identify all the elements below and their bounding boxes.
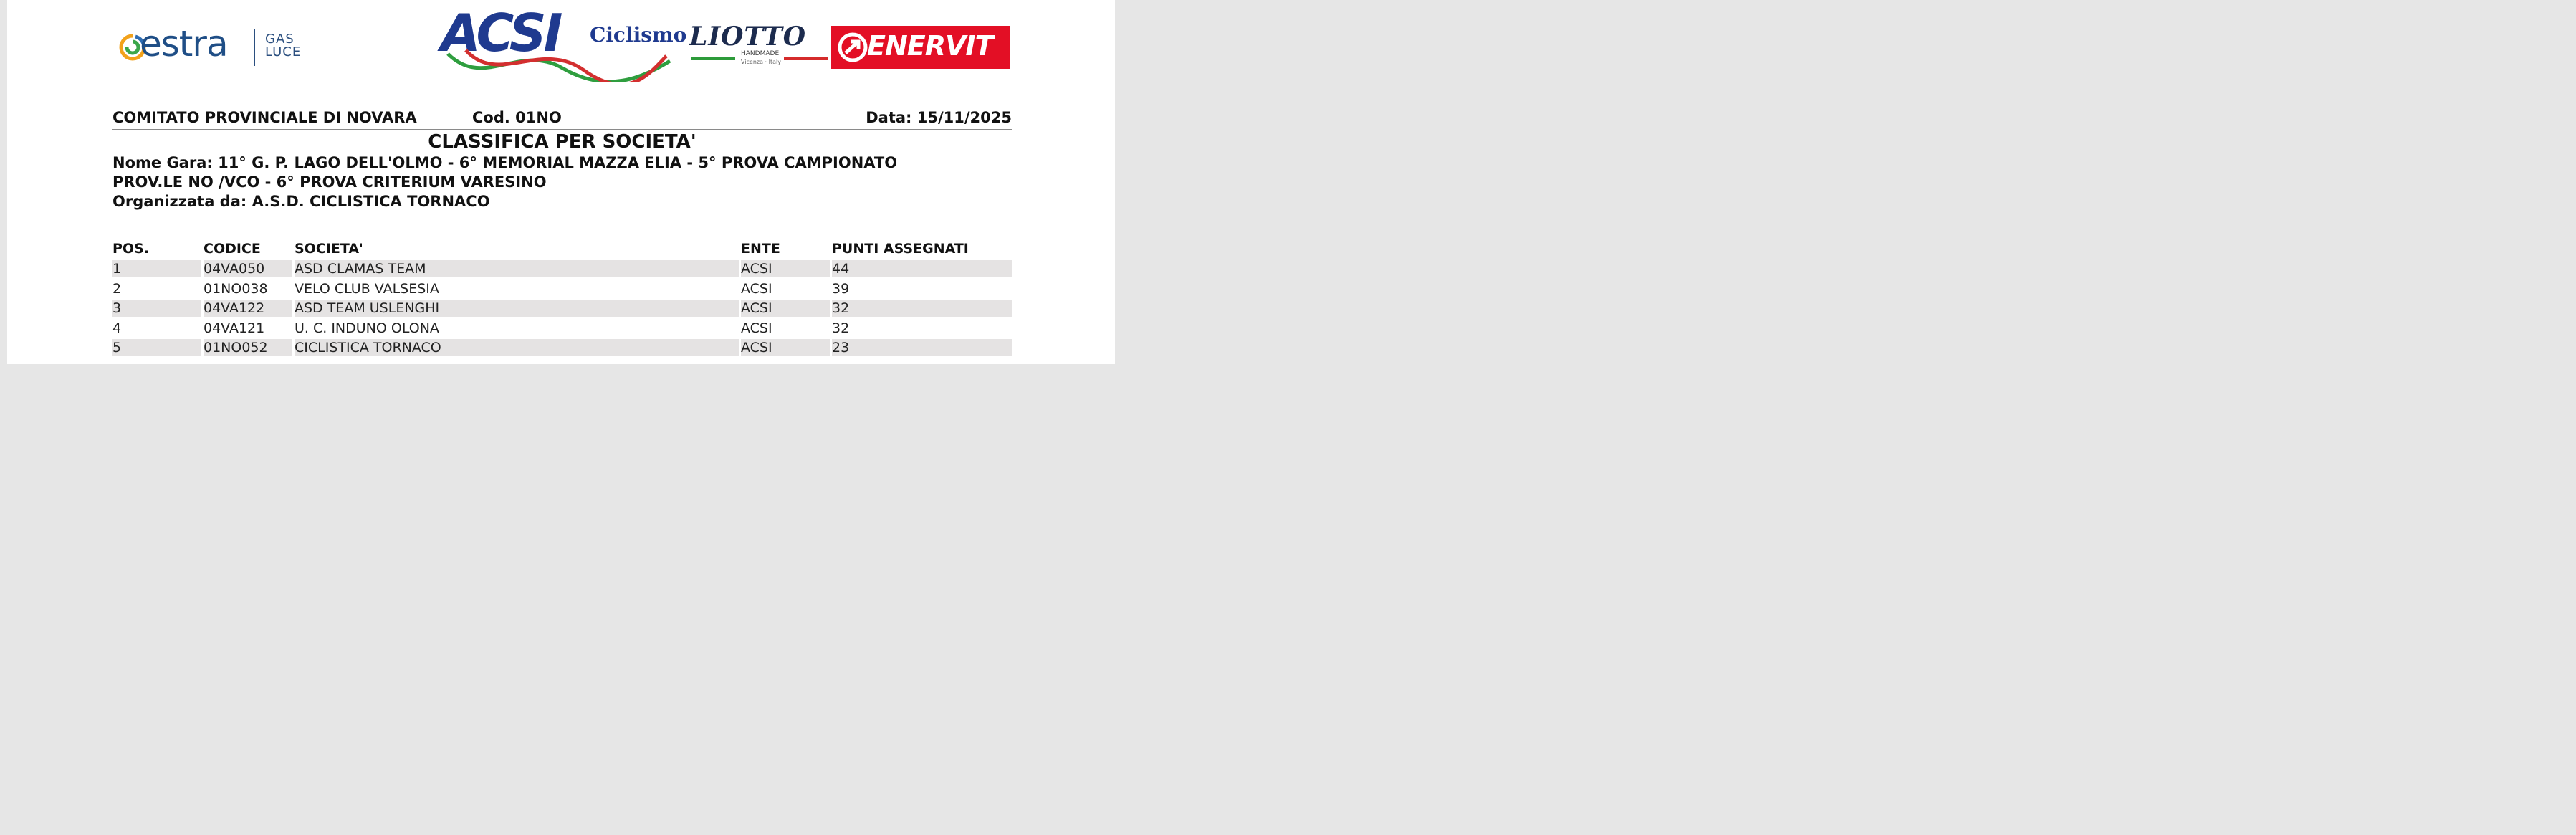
estra-luce-label: LUCE	[265, 44, 302, 59]
cell-societa: U. C. INDUNO OLONA	[295, 320, 439, 336]
column-header-codice: CODICE	[204, 241, 261, 257]
acsi-ciclismo-label: Ciclismo	[590, 23, 687, 47]
committee-code: Cod. 01NO	[472, 109, 562, 126]
table-row	[112, 338, 1012, 358]
document-date: Data: 15/11/2025	[866, 109, 1012, 126]
cell-pos: 4	[112, 320, 122, 336]
acsi-wordmark: ACSI	[441, 3, 560, 63]
cell-societa: ASD TEAM USLENGHI	[295, 300, 739, 317]
race-name-line-1: Nome Gara: 11° G. P. LAGO DELL'OLMO - 6° MEMORIAL MAZZA ELIA - 5° PROVA CAMPIONATO	[112, 154, 898, 171]
organizer-line: Organizzata da: A.S.D. CICLISTICA TORNACO	[112, 193, 490, 210]
page-title: CLASSIFICA PER SOCIETA'	[428, 131, 696, 153]
liotto-red-line	[784, 57, 828, 60]
cell-pos: 2	[112, 280, 122, 297]
cell-societa: CICLISTICA TORNACO	[295, 339, 739, 356]
estra-wordmark: estra	[140, 23, 228, 65]
cell-codice: 04VA122	[204, 300, 292, 317]
cell-ente: ACSI	[741, 260, 830, 277]
committee-name: COMITATO PROVINCIALE DI NOVARA	[112, 109, 417, 126]
document-page	[7, 0, 1115, 364]
ranking-table	[112, 241, 1012, 358]
table-row	[112, 259, 1012, 280]
estra-gas-luce	[265, 33, 301, 59]
cell-ente: ACSI	[741, 320, 772, 336]
enervit-arrow-icon	[837, 32, 868, 63]
estra-gas-label: GAS	[265, 32, 295, 47]
cell-codice: 01NO038	[204, 280, 268, 297]
race-name-line-2: PROV.LE NO /VCO - 6° PROVA CRITERIUM VARESINO	[112, 173, 547, 191]
acsi-waves-icon	[434, 36, 677, 82]
cell-punti: 44	[832, 260, 1012, 277]
liotto-green-line	[691, 57, 735, 60]
column-header-punti: PUNTI ASSEGNATI	[832, 241, 969, 257]
table-row	[112, 299, 1012, 319]
enervit-logo	[831, 26, 1010, 69]
table-row	[112, 280, 1012, 300]
estra-logo	[118, 23, 312, 68]
enervit-wordmark: ENERVIT	[867, 30, 993, 62]
cell-pos: 1	[112, 260, 201, 277]
cell-pos: 5	[112, 339, 201, 356]
cell-punti: 39	[832, 280, 850, 297]
estra-separator	[254, 29, 255, 66]
cell-punti: 32	[832, 300, 1012, 317]
liotto-location-label: Vicenza · Italy	[741, 59, 781, 65]
cell-codice: 04VA050	[204, 260, 292, 277]
liotto-wordmark: LIOTTO	[689, 22, 807, 52]
cell-punti: 23	[832, 339, 1012, 356]
cell-societa: ASD CLAMAS TEAM	[295, 260, 739, 277]
table-header	[112, 241, 1012, 259]
column-header-pos: POS.	[112, 241, 149, 257]
cell-societa: VELO CLUB VALSESIA	[295, 280, 439, 297]
column-header-ente: ENTE	[741, 241, 780, 257]
table-row	[112, 319, 1012, 339]
cell-ente: ACSI	[741, 280, 772, 297]
liotto-logo	[686, 22, 833, 72]
cell-pos: 3	[112, 300, 201, 317]
cell-ente: ACSI	[741, 300, 830, 317]
cell-punti: 32	[832, 320, 850, 336]
acsi-logo	[434, 3, 687, 82]
document-header	[112, 109, 1012, 130]
liotto-handmade-label: HANDMADE	[741, 50, 780, 57]
cell-ente: ACSI	[741, 339, 830, 356]
cell-codice: 01NO052	[204, 339, 292, 356]
cell-codice: 04VA121	[204, 320, 265, 336]
column-header-societa: SOCIETA'	[295, 241, 363, 257]
